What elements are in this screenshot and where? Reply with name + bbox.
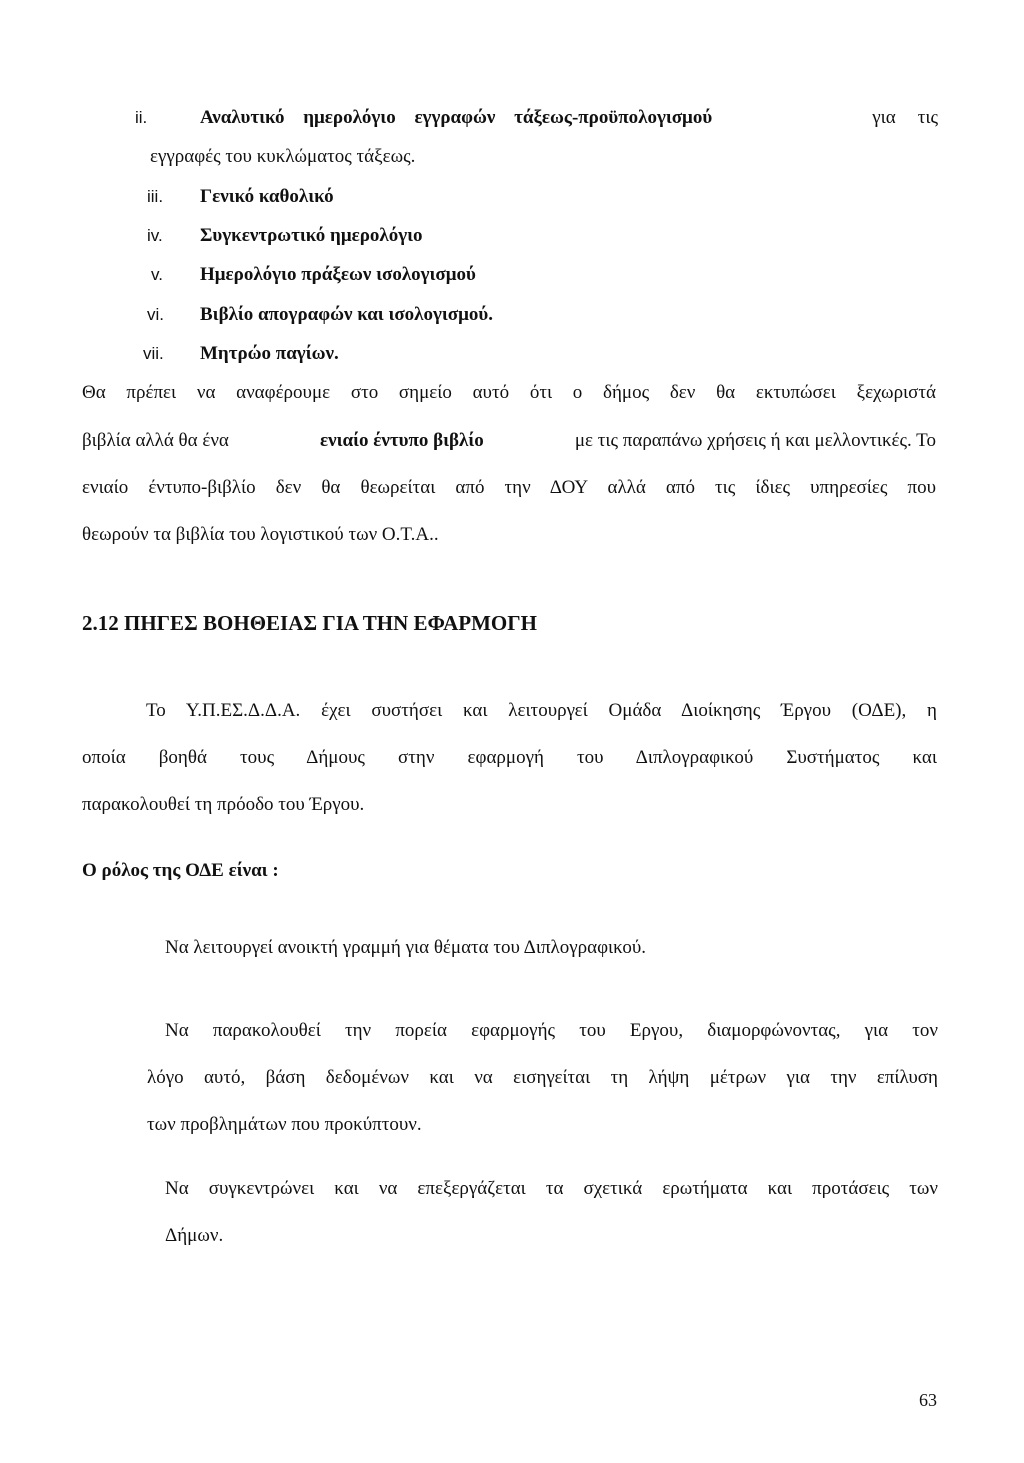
paragraph-2-line-3: παρακολουθεί τη πρόοδο του Έργου. <box>82 794 365 815</box>
list-numeral-iii: iii. <box>147 187 164 206</box>
list-item-fixed-assets-register: Μητρώο παγίων. <box>200 343 339 364</box>
paragraph-1-line-2 <box>82 422 936 460</box>
list-item-ii-text <box>200 99 938 137</box>
paragraph-1-line-4: θεωρούν τα βιβλία του λογιστικού των Ο.Τ.Α.. <box>82 524 439 545</box>
role-item-3-line-1: Να συγκεντρώνει και να επεξεργάζεται τα σχετικά ερωτήματα και προτάσεις των <box>165 1178 938 1199</box>
list-numeral-iv: iv. <box>147 226 163 245</box>
list-item-inventory-book: Βιβλίο απογραφών και ισολογισμού. <box>200 304 494 325</box>
list-item-ii-continuation: εγγραφές του κυκλώματος τάξεως. <box>150 146 416 167</box>
list-numeral-vi: vi. <box>147 305 164 324</box>
role-item-2-line-2: λόγο αυτό, βάση δεδομένων και να εισηγείται τη λήψη μέτρων για την επίλυση <box>147 1067 938 1088</box>
paragraph-1-line-2-pre: βιβλία αλλά θα ένα <box>82 430 229 451</box>
section-heading: 2.12 ΠΗΓΕΣ ΒΟΗΘΕΙΑΣ ΓΙΑ ΤΗΝ ΕΦΑΡΜΟΓΗ <box>82 611 537 635</box>
list-item-general-ledger: Γενικό καθολικό <box>200 186 334 207</box>
list-item-ii-bold-text: Αναλυτικό ημερολόγιο εγγραφών τάξεως-προϋπολογισμού <box>200 107 713 128</box>
role-item-1: Να λειτουργεί ανοικτή γραμμή για θέματα του Διπλογραφικού. <box>165 937 646 958</box>
list-numeral-v: v. <box>151 265 163 284</box>
list-item-ii-normal-text-2: τις <box>917 107 938 128</box>
role-item-2-line-1: Να παρακολουθεί την πορεία εφαρμογής του Εργου, διαμορφώνοντας, για τον <box>165 1020 938 1041</box>
list-item-balance-journal: Ημερολόγιο πράξεων ισολογισμού <box>200 264 476 285</box>
role-heading: Ο ρόλος της ΟΔΕ είναι : <box>82 860 279 881</box>
role-item-3-line-2: Δήμων. <box>165 1225 224 1246</box>
paragraph-1-line-2-bold: ενιαίο έντυπο βιβλίο <box>319 430 484 451</box>
list-item-summary-journal: Συγκεντρωτικό ημερολόγιο <box>200 225 423 246</box>
list-numeral-ii: ii. <box>135 108 148 127</box>
list-item-ii-normal-text-1: για <box>872 107 896 128</box>
role-item-2-line-3: των προβλημάτων που προκύπτουν. <box>147 1114 422 1135</box>
paragraph-1-line-3: ενιαίο έντυπο-βιβλίο δεν θα θεωρείται από την ΔΟΥ αλλά από τις ίδιες υπηρεσίες που <box>82 477 936 498</box>
page-number: 63 <box>919 1390 937 1410</box>
paragraph-1-line-2-post: με τις παραπάνω χρήσεις ή και μελλοντικές. Το <box>574 430 936 451</box>
paragraph-2-line-1: Το Υ.Π.ΕΣ.Δ.Δ.Α. έχει συστήσει και λειτουργεί Ομάδα Διοίκησης Έργου (ΟΔΕ), η <box>146 700 937 721</box>
list-numeral-vii: vii. <box>143 344 164 363</box>
paragraph-2-line-2: οποία βοηθά τους Δήμους στην εφαρμογή του Διπλογραφικού Συστήματος και <box>82 747 937 768</box>
paragraph-1-line-1: Θα πρέπει να αναφέρουμε στο σημείο αυτό ότι ο δήμος δεν θα εκτυπώσει ξεχωριστά <box>82 382 936 403</box>
